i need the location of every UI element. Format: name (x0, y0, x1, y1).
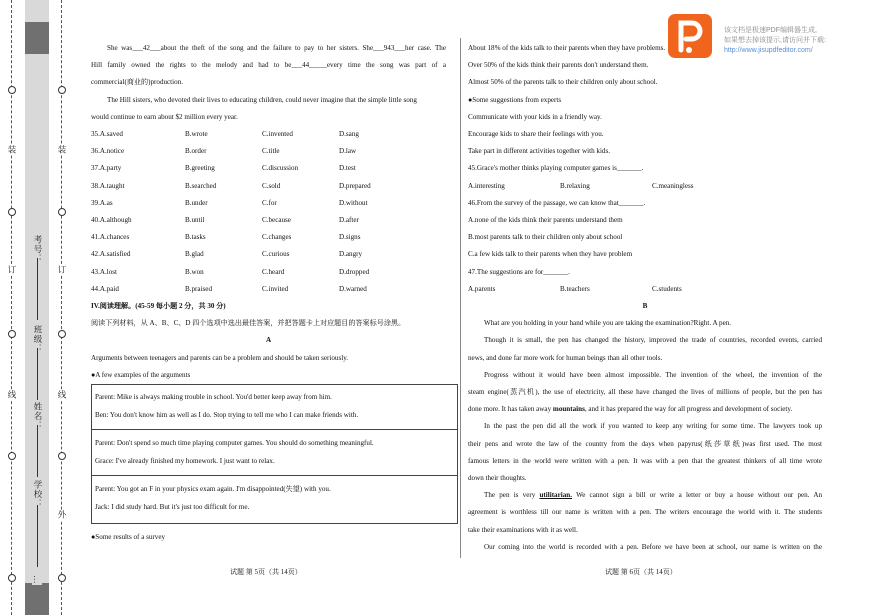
passage-line: down their thoughts. (468, 474, 527, 483)
passage-line: famous letters in the world were written with a pen. It was with a pen that the greatest thinkers of all time wrote (468, 456, 822, 465)
page-footer: 试题 第 5页（共 14页） (230, 568, 302, 576)
id-field-line[interactable] (37, 258, 38, 320)
survey-line: Over 50% of the kids think their parents don't understand them. (468, 61, 649, 70)
option[interactable]: B.tasks (185, 233, 206, 242)
id-field-label: 考号： (33, 235, 43, 264)
margin-circle (8, 574, 16, 582)
option[interactable]: C.invented (262, 130, 293, 139)
option[interactable]: C.sold (262, 181, 281, 190)
option[interactable]: A.parents (468, 284, 496, 293)
class-field-label: 班级： (33, 325, 43, 354)
part-heading: A (265, 336, 272, 345)
survey-heading: ●Some results of a survey (91, 533, 166, 541)
option[interactable]: 35.A.saved (91, 130, 123, 139)
intro-line: Arguments between teenagers and parents can be a problem and should be taken seriously. (91, 353, 349, 362)
dialogue-line: Parent: Mike is always making trouble in school. You'd better keep away from him. (95, 393, 332, 401)
option[interactable]: D.after (339, 216, 359, 225)
page-footer: 试题 第 6页（共 14页） (605, 568, 677, 576)
option[interactable]: D.signs (339, 233, 361, 242)
option[interactable]: B.teachers (560, 284, 590, 293)
margin-word: 外 (57, 510, 67, 520)
option[interactable]: D.warned (339, 284, 367, 293)
option-row (91, 264, 446, 281)
watermark-link[interactable]: http://www.jisupdfeditor.com/ (724, 47, 813, 54)
option[interactable]: 40.A.although (91, 216, 132, 225)
name-field-label: 姓名： (33, 402, 43, 431)
column-divider (460, 38, 461, 558)
left-column (91, 40, 446, 384)
option[interactable]: D.angry (339, 250, 363, 259)
margin-circle (8, 330, 16, 338)
margin-word: 线 (7, 390, 17, 400)
margin-ellipsis: … (32, 575, 42, 585)
option-row (468, 281, 822, 298)
option[interactable]: B.relaxing (560, 181, 590, 190)
dialogue-cell (92, 476, 457, 523)
margin-circle (58, 86, 66, 94)
seal-block (25, 22, 49, 54)
section-instructions: 阅读下列材料，从 A、B、C、D 四个选项中选出最佳答案，并把答题卡上对应题目的答案标号涂黑。 (91, 319, 406, 328)
option[interactable]: C.for (262, 198, 277, 207)
dialogue-line: Grace: I've already finished my homework. I just want to relax. (95, 457, 275, 465)
question-47: 47.The suggestions are for_______. (468, 267, 570, 276)
option[interactable]: 39.A.as (91, 198, 113, 207)
watermark-line: 如果想去掉该提示,请访问并下载: (724, 37, 826, 44)
option[interactable]: B.won (185, 267, 204, 276)
passage-line: She was___42___about the theft of the song and the failure to pay to her sisters. She___943___her case. The (107, 44, 446, 52)
option-row (91, 246, 446, 263)
school-field-label: 学校： (33, 480, 43, 509)
text-run: We cannot sign a bill or write a letter or buy a house without our pen. An (571, 491, 822, 500)
passage-line: Our coming into the world is recorded with a pen. Before we have been at school, our name is written on the (484, 542, 822, 551)
margin-circle (8, 86, 16, 94)
option[interactable]: B.under (185, 198, 208, 207)
option[interactable]: C.meaningless (652, 181, 694, 190)
section-title: IV.阅读理解。(45-59 每小题 2 分，共 30 分) (91, 302, 226, 311)
option[interactable]: 37.A.party (91, 164, 122, 173)
suggestions-heading: ●Some suggestions from experts (468, 95, 562, 104)
option-row (91, 160, 446, 177)
option-row (91, 195, 446, 212)
margin-word: 订 (57, 265, 67, 275)
seal-block (25, 583, 49, 615)
name-field-line[interactable] (37, 425, 38, 477)
passage-line: take their examinations with it as well. (468, 525, 578, 534)
passage-line: commercial(商业的)production. (91, 78, 183, 87)
class-field-line[interactable] (37, 348, 38, 400)
passage-line (468, 487, 822, 504)
option[interactable]: A.none of the kids think their parents understand them (468, 216, 623, 225)
option[interactable]: B.most parents talk to their children only about school (468, 233, 623, 242)
option[interactable]: A.interesting (468, 181, 505, 190)
option-row (91, 143, 446, 160)
passage-line: What are you holding in your hand while you are taking the examination?Right. A pen. (484, 319, 732, 328)
option[interactable]: C.students (652, 284, 682, 293)
option[interactable]: C.a few kids talk to their parents when they have problem (468, 250, 633, 259)
option[interactable]: 41.A.chances (91, 233, 130, 242)
option[interactable]: B.searched (185, 181, 217, 190)
option[interactable]: 36.A.notice (91, 147, 125, 156)
dialogue-line: Jack: I did study hard. But it's just too difficult for me. (95, 503, 250, 511)
right-column (468, 40, 822, 556)
passage-line: would continue to earn about $2 million every year. (91, 112, 238, 121)
option[interactable]: B.wrote (185, 130, 208, 139)
option[interactable]: D.test (339, 164, 356, 173)
survey-line: About 18% of the kids talk to their parents when they have problems. (468, 44, 666, 52)
passage-line (468, 401, 822, 418)
survey-line: Almost 50% of the parents talk to their children only about school. (468, 78, 658, 87)
cloze-options (91, 126, 446, 298)
option[interactable]: C.curious (262, 250, 290, 259)
text-run: The pen is very (484, 491, 540, 500)
margin-circle (58, 208, 66, 216)
option-row (91, 212, 446, 229)
text-run: , and it has prepared the way for all progress and development of society. (584, 405, 793, 414)
margin-circle (8, 452, 16, 460)
option[interactable]: B.praised (185, 284, 212, 293)
option[interactable]: C.title (262, 147, 280, 156)
dialogue-cell (92, 430, 457, 476)
suggestion-line: Encourage kids to share their feelings with you. (468, 130, 604, 139)
option[interactable]: 44.A.paid (91, 284, 119, 293)
option[interactable]: D.prepared (339, 181, 371, 190)
option[interactable]: D.sang (339, 130, 359, 139)
text-run: done more. It has taken away (468, 405, 553, 414)
watermark-line: 该文档是极速PDF编辑器生成, (724, 27, 817, 34)
dialogue-line: Parent: You got an F in your physics exam again. I'm disappointed(失望) with you. (95, 485, 331, 493)
option[interactable]: 42.A.satisfied (91, 250, 131, 259)
passage-line: In the past the pen did all the work if you wanted to keep any writing for some time. The lawyers took up (484, 422, 822, 431)
margin-word: 装 (57, 145, 67, 155)
margin-word: 订 (7, 265, 17, 275)
option[interactable]: B.greeting (185, 164, 215, 173)
passage-line: news, and done far more work for human beings than all other tools. (468, 353, 663, 362)
dialogue-line: Ben: You don't know him as well as I do. Stop trying to tell me who I can make friends with. (95, 411, 359, 419)
option-row (91, 281, 446, 298)
margin-circle (58, 452, 66, 460)
passage-line: The Hill sisters, who devoted their lives to educating children, could never imagine that the simple little song (107, 95, 417, 104)
dialogue-table (91, 384, 458, 524)
passage-line: agreement is worthless till our name is written with a pen. The writers encourage the world with it. The students (468, 508, 822, 517)
option[interactable]: 43.A.lost (91, 267, 118, 276)
option[interactable]: C.discussion (262, 164, 299, 173)
passage-line: Progress without it would have been almost impossible. The invention of the wheel, the invention of the (484, 370, 822, 379)
option[interactable]: B.order (185, 147, 207, 156)
examples-heading: ●A few examples of the arguments (91, 370, 191, 379)
school-field-line[interactable] (37, 505, 38, 567)
option[interactable]: 38.A.taught (91, 181, 125, 190)
margin-word: 装 (7, 145, 17, 155)
option[interactable]: C.heard (262, 267, 285, 276)
passage-line: Though it is small, the pen has changed the history, improved the trade of countries, recorded events, carried (484, 336, 822, 345)
passage-line: steam engine(蒸汽机), the use of electricity, all these have changed the lives of millions of people, but the pen has (468, 388, 822, 397)
option[interactable]: B.until (185, 216, 205, 225)
suggestion-line: Take part in different activities together with kids. (468, 147, 610, 156)
margin-word: 线 (57, 390, 67, 400)
question-46: 46.From the survey of the passage, we can know that_______. (468, 198, 646, 207)
bold-word: mountains (552, 405, 585, 414)
passage-line: Hill family owned the rights to the melody and had to be___44_____every time the song was part of a (91, 61, 446, 70)
option-row (91, 126, 446, 143)
margin-circle (58, 330, 66, 338)
dialogue-cell (92, 385, 457, 430)
margin-circle (58, 574, 66, 582)
part-heading: B (642, 302, 648, 311)
passage-line: their pens and wrote the law of the country from the days when papyrus(纸莎草纸)was first used. The most (468, 439, 822, 448)
option-row (468, 178, 822, 195)
option[interactable]: C.because (262, 216, 291, 225)
option[interactable]: D.law (339, 147, 357, 156)
option[interactable]: D.dropped (339, 267, 370, 276)
question-45: 45.Grace's mother thinks playing computer games is_______. (468, 164, 644, 173)
option-row (91, 229, 446, 246)
option[interactable]: C.invited (262, 284, 289, 293)
margin-circle (8, 208, 16, 216)
suggestion-line: Communicate with your kids in a friendly way. (468, 112, 602, 121)
option[interactable]: C.changes (262, 233, 292, 242)
option-row (91, 178, 446, 195)
underlined-word: utilitarian. (539, 491, 572, 500)
option[interactable]: D.without (339, 198, 368, 207)
option[interactable]: B.glad (185, 250, 204, 259)
dialogue-line: Parent: Don't spend so much time playing computer games. You should do something meaningful. (95, 439, 374, 447)
